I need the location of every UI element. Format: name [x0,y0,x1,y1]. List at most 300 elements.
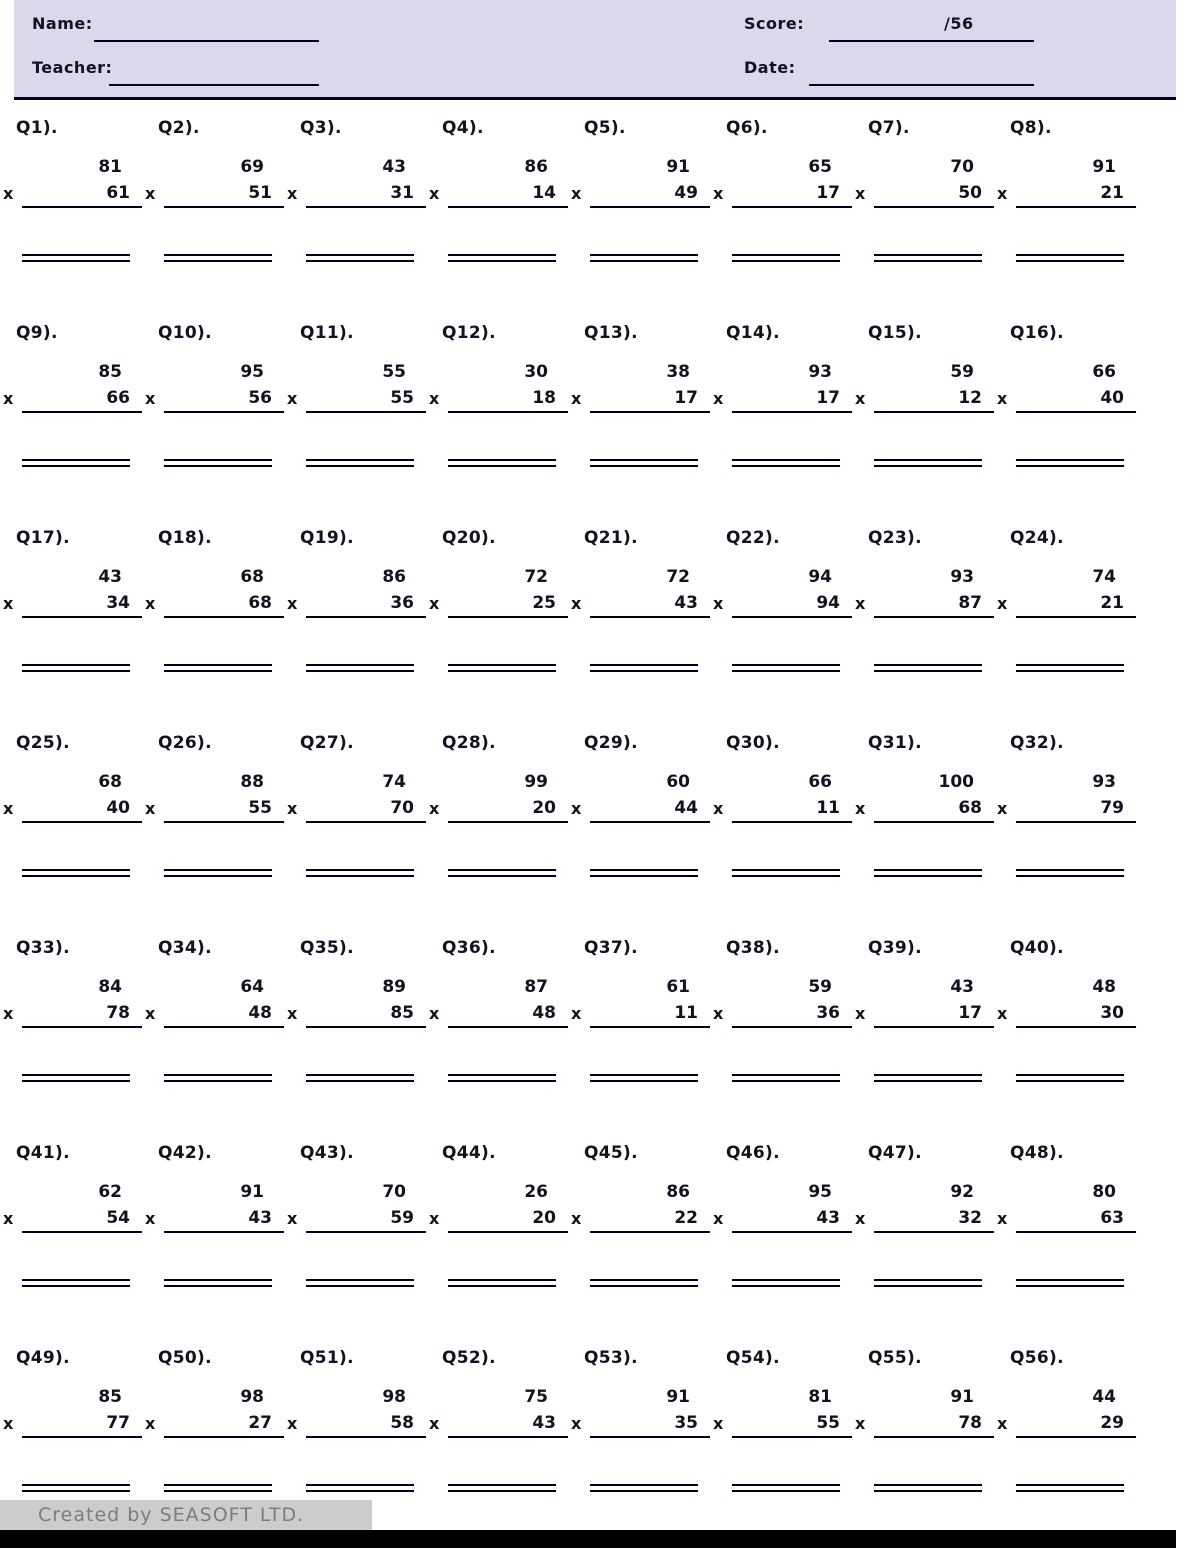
answer-double-rule [22,459,130,467]
multiplier: 77 [22,1410,142,1438]
answer-area[interactable] [156,664,276,714]
question-number: Q30). [726,733,780,753]
answer-area[interactable] [440,869,560,919]
problem-cell [284,114,426,319]
answer-area[interactable] [298,1279,418,1329]
multiplicand: 85 [98,362,122,382]
problem-cell [568,524,710,729]
multiply-icon: x [3,184,14,203]
answer-double-rule [874,459,982,467]
answer-area[interactable] [724,664,844,714]
multiplicand: 75 [524,1387,548,1407]
multiplicand: 87 [524,977,548,997]
question-number: Q44). [442,1143,496,1163]
answer-double-rule [164,1484,272,1492]
problem-cell [568,1139,710,1344]
multiplier: 22 [590,1205,710,1233]
multiply-icon: x [571,1004,582,1023]
multiplicand: 99 [524,772,548,792]
question-number: Q20). [442,528,496,548]
question-number: Q4). [442,118,484,138]
multiplicand: 92 [950,1182,974,1202]
problem-cell [426,934,568,1139]
answer-area[interactable] [156,1279,276,1329]
answer-double-rule [732,1074,840,1082]
problem-cell [710,729,852,934]
question-number: Q3). [300,118,342,138]
answer-area[interactable] [724,1279,844,1329]
name-input-line[interactable] [94,40,319,42]
multiplicand: 60 [666,772,690,792]
footer [0,1500,1190,1548]
multiplicand: 81 [98,157,122,177]
answer-area[interactable] [582,459,702,509]
answer-area[interactable] [14,869,134,919]
answer-double-rule [306,1279,414,1287]
answer-area[interactable] [440,1279,560,1329]
multiply-icon: x [571,1209,582,1228]
problem-cell [284,1139,426,1344]
multiplier-row [145,1000,276,1030]
multiplicand: 59 [950,362,974,382]
multiply-icon: x [997,1414,1008,1433]
problem-cell [142,319,284,524]
multiply-icon: x [997,1209,1008,1228]
problem-cell [568,934,710,1139]
multiplication-problem [713,359,844,509]
problem-cell [710,934,852,1139]
multiplier: 34 [22,590,142,618]
multiplication-problem [287,154,418,304]
answer-double-rule [306,664,414,672]
problem-cell [0,729,142,934]
name-label: Name: [32,14,93,33]
multiplier-row [855,385,986,415]
multiplicand: 91 [666,157,690,177]
answer-area[interactable] [582,254,702,304]
problem-cell [142,524,284,729]
answer-area[interactable] [1008,664,1128,714]
answer-area[interactable] [724,254,844,304]
answer-area[interactable] [440,459,560,509]
multiplier: 12 [874,385,994,413]
multiplier-row [287,385,418,415]
multiplier-row [997,1410,1128,1440]
question-number: Q1). [16,118,58,138]
multiplicand: 100 [938,772,974,792]
question-number: Q54). [726,1348,780,1368]
multiply-icon: x [855,1414,866,1433]
multiplication-problem [855,359,986,509]
multiplication-problem [145,769,276,919]
multiplication-problem [713,1179,844,1329]
question-number: Q33). [16,938,70,958]
multiplicand: 62 [98,1182,122,1202]
question-number: Q45). [584,1143,638,1163]
problem-row [0,1139,1190,1344]
answer-area[interactable] [1008,459,1128,509]
question-number: Q25). [16,733,70,753]
answer-double-rule [874,1484,982,1492]
multiplier: 63 [1016,1205,1136,1233]
score-input-line[interactable] [829,40,1034,42]
date-label: Date: [744,58,796,77]
answer-area[interactable] [1008,869,1128,919]
multiplier-row [997,180,1128,210]
answer-double-rule [22,1484,130,1492]
answer-area[interactable] [14,1074,134,1124]
question-number: Q37). [584,938,638,958]
multiplicand: 74 [1092,567,1116,587]
score-total: /56 [944,14,974,33]
answer-area[interactable] [298,1074,418,1124]
answer-area[interactable] [866,664,986,714]
answer-area[interactable] [14,254,134,304]
multiplicand: 72 [666,567,690,587]
teacher-input-line[interactable] [109,84,319,86]
multiplier: 30 [1016,1000,1136,1028]
question-number: Q14). [726,323,780,343]
multiply-icon: x [855,594,866,613]
answer-area[interactable] [14,664,134,714]
multiply-icon: x [855,1004,866,1023]
problem-row [0,319,1190,524]
multiplication-problem [855,769,986,919]
question-number: Q31). [868,733,922,753]
answer-double-rule [306,1484,414,1492]
multiplier: 66 [22,385,142,413]
answer-double-rule [1016,1484,1124,1492]
answer-double-rule [590,869,698,877]
answer-area[interactable] [156,869,276,919]
multiplicand: 68 [98,772,122,792]
answer-double-rule [22,664,130,672]
answer-area[interactable] [440,1074,560,1124]
multiplier-row [713,1410,844,1440]
question-number: Q22). [726,528,780,548]
answer-double-rule [732,254,840,262]
multiplier: 14 [448,180,568,208]
answer-double-rule [1016,1279,1124,1287]
question-number: Q7). [868,118,910,138]
multiplier-row [571,1205,702,1235]
question-number: Q10). [158,323,212,343]
multiplication-problem [855,1179,986,1329]
multiplicand: 80 [1092,1182,1116,1202]
answer-double-rule [1016,1074,1124,1082]
multiplier: 49 [590,180,710,208]
answer-double-rule [448,664,556,672]
answer-area[interactable] [14,459,134,509]
multiplication-problem [287,974,418,1124]
multiplicand: 89 [382,977,406,997]
multiplier: 68 [874,795,994,823]
question-number: Q26). [158,733,212,753]
multiply-icon: x [3,594,14,613]
multiplication-problem [145,359,276,509]
problem-cell [994,1139,1136,1344]
multiply-icon: x [571,184,582,203]
multiplicand: 74 [382,772,406,792]
multiplier: 36 [306,590,426,618]
answer-area[interactable] [156,459,276,509]
multiplier-row [3,385,134,415]
problem-cell [852,934,994,1139]
answer-area[interactable] [582,869,702,919]
answer-area[interactable] [298,254,418,304]
answer-area[interactable] [724,459,844,509]
page-right-margin [1176,0,1190,1548]
multiply-icon: x [3,1004,14,1023]
multiply-icon: x [145,799,156,818]
multiplier: 70 [306,795,426,823]
answer-double-rule [1016,664,1124,672]
question-number: Q56). [1010,1348,1064,1368]
answer-area[interactable] [156,1074,276,1124]
multiplication-problem [571,974,702,1124]
answer-area[interactable] [724,869,844,919]
multiply-icon: x [713,594,724,613]
footer-credit: Created by SEASOFT LTD. [38,1504,305,1526]
question-number: Q50). [158,1348,212,1368]
multiplicand: 66 [808,772,832,792]
multiply-icon: x [571,799,582,818]
multiplication-problem [713,769,844,919]
multiplicand: 44 [1092,1387,1116,1407]
multiplicand: 70 [950,157,974,177]
multiplication-problem [571,359,702,509]
question-number: Q17). [16,528,70,548]
multiplier: 17 [732,385,852,413]
problem-cell [568,319,710,524]
multiplier-row [145,795,276,825]
multiply-icon: x [429,799,440,818]
multiply-icon: x [997,389,1008,408]
multiplicand: 95 [240,362,264,382]
multiplier-row [855,590,986,620]
answer-double-rule [164,459,272,467]
multiplication-problem [997,974,1128,1124]
answer-double-rule [732,664,840,672]
multiplier: 43 [448,1410,568,1438]
multiply-icon: x [429,1209,440,1228]
answer-area[interactable] [1008,1074,1128,1124]
multiplier-row [571,180,702,210]
date-input-line[interactable] [809,84,1034,86]
multiplier-row [571,590,702,620]
multiplier: 11 [732,795,852,823]
multiplication-problem [287,359,418,509]
multiplier-row [429,795,560,825]
multiplicand: 91 [666,1387,690,1407]
multiplier-row [429,180,560,210]
answer-area[interactable] [298,869,418,919]
problem-row [0,524,1190,729]
multiplier-row [3,1000,134,1030]
multiply-icon: x [287,1004,298,1023]
question-number: Q35). [300,938,354,958]
multiplier: 68 [164,590,284,618]
multiplier: 36 [732,1000,852,1028]
question-number: Q47). [868,1143,922,1163]
answer-area[interactable] [14,1279,134,1329]
answer-area[interactable] [582,664,702,714]
problem-cell [0,1139,142,1344]
answer-double-rule [448,869,556,877]
multiplicand: 43 [950,977,974,997]
multiplier-row [713,795,844,825]
problem-cell [994,934,1136,1139]
multiplier: 20 [448,1205,568,1233]
multiplication-problem [429,1179,560,1329]
multiplication-problem [287,769,418,919]
problem-cell [426,319,568,524]
answer-area[interactable] [440,664,560,714]
multiply-icon: x [287,389,298,408]
multiplication-problem [287,564,418,714]
multiplicand: 91 [950,1387,974,1407]
answer-area[interactable] [298,459,418,509]
multiplier-row [287,180,418,210]
answer-area[interactable] [582,1279,702,1329]
answer-double-rule [590,254,698,262]
multiply-icon: x [713,1209,724,1228]
answer-double-rule [732,459,840,467]
multiplication-problem [3,359,134,509]
multiplication-problem [3,564,134,714]
multiplier-row [3,180,134,210]
answer-double-rule [164,664,272,672]
multiplier: 78 [22,1000,142,1028]
multiplicand: 86 [524,157,548,177]
question-number: Q49). [16,1348,70,1368]
multiply-icon: x [3,1209,14,1228]
multiplication-problem [713,974,844,1124]
multiplier: 11 [590,1000,710,1028]
multiplier-row [3,1410,134,1440]
problem-cell [852,524,994,729]
question-number: Q38). [726,938,780,958]
multiplier-row [145,590,276,620]
multiplier-row [3,795,134,825]
multiplier-row [3,1205,134,1235]
answer-area[interactable] [440,254,560,304]
multiply-icon: x [571,594,582,613]
answer-double-rule [448,1074,556,1082]
multiply-icon: x [997,594,1008,613]
question-number: Q41). [16,1143,70,1163]
multiply-icon: x [855,799,866,818]
problem-cell [284,524,426,729]
multiplier-row [855,795,986,825]
multiplier-row [855,1410,986,1440]
multiplier-row [145,385,276,415]
multiplication-problem [429,769,560,919]
multiplicand: 48 [1092,977,1116,997]
multiplier-row [429,1000,560,1030]
question-number: Q9). [16,323,58,343]
multiplier-row [855,1000,986,1030]
answer-area[interactable] [866,1279,986,1329]
multiplication-problem [429,359,560,509]
answer-area[interactable] [1008,1279,1128,1329]
multiplier: 17 [874,1000,994,1028]
multiplier: 43 [590,590,710,618]
multiply-icon: x [429,1004,440,1023]
problem-cell [852,729,994,934]
multiplier-row [713,1205,844,1235]
problem-cell [710,1139,852,1344]
multiplier: 44 [590,795,710,823]
answer-area[interactable] [866,254,986,304]
multiply-icon: x [145,184,156,203]
answer-area[interactable] [1008,254,1128,304]
answer-area[interactable] [866,459,986,509]
multiplier: 43 [732,1205,852,1233]
multiplication-problem [997,154,1128,304]
answer-double-rule [22,1279,130,1287]
question-number: Q2). [158,118,200,138]
multiplicand: 88 [240,772,264,792]
answer-area[interactable] [156,254,276,304]
multiply-icon: x [713,799,724,818]
multiply-icon: x [3,799,14,818]
multiplication-problem [3,769,134,919]
answer-area[interactable] [866,1074,986,1124]
problem-cell [568,114,710,319]
footer-bar [0,1530,1190,1548]
multiplicand: 91 [1092,157,1116,177]
answer-area[interactable] [298,664,418,714]
answer-double-rule [590,1484,698,1492]
multiplier-row [287,795,418,825]
answer-area[interactable] [582,1074,702,1124]
multiplier: 48 [164,1000,284,1028]
multiplication-problem [855,564,986,714]
question-number: Q11). [300,323,354,343]
multiplier: 85 [306,1000,426,1028]
multiplicand: 66 [1092,362,1116,382]
answer-double-rule [1016,254,1124,262]
multiplier-row [287,1410,418,1440]
problem-cell [0,319,142,524]
question-number: Q36). [442,938,496,958]
problem-cell [0,934,142,1139]
question-number: Q6). [726,118,768,138]
multiplicand: 65 [808,157,832,177]
multiplier: 51 [164,180,284,208]
answer-area[interactable] [866,869,986,919]
problem-cell [426,1139,568,1344]
answer-double-rule [732,869,840,877]
multiplier-row [997,590,1128,620]
multiplication-problem [997,359,1128,509]
question-number: Q52). [442,1348,496,1368]
multiplier: 20 [448,795,568,823]
multiplier: 87 [874,590,994,618]
multiply-icon: x [571,389,582,408]
answer-area[interactable] [724,1074,844,1124]
multiplicand: 38 [666,362,690,382]
multiply-icon: x [855,1209,866,1228]
multiplier-row [571,795,702,825]
question-number: Q27). [300,733,354,753]
question-number: Q53). [584,1348,638,1368]
question-number: Q51). [300,1348,354,1368]
multiplier-row [571,385,702,415]
answer-double-rule [22,254,130,262]
question-number: Q12). [442,323,496,343]
